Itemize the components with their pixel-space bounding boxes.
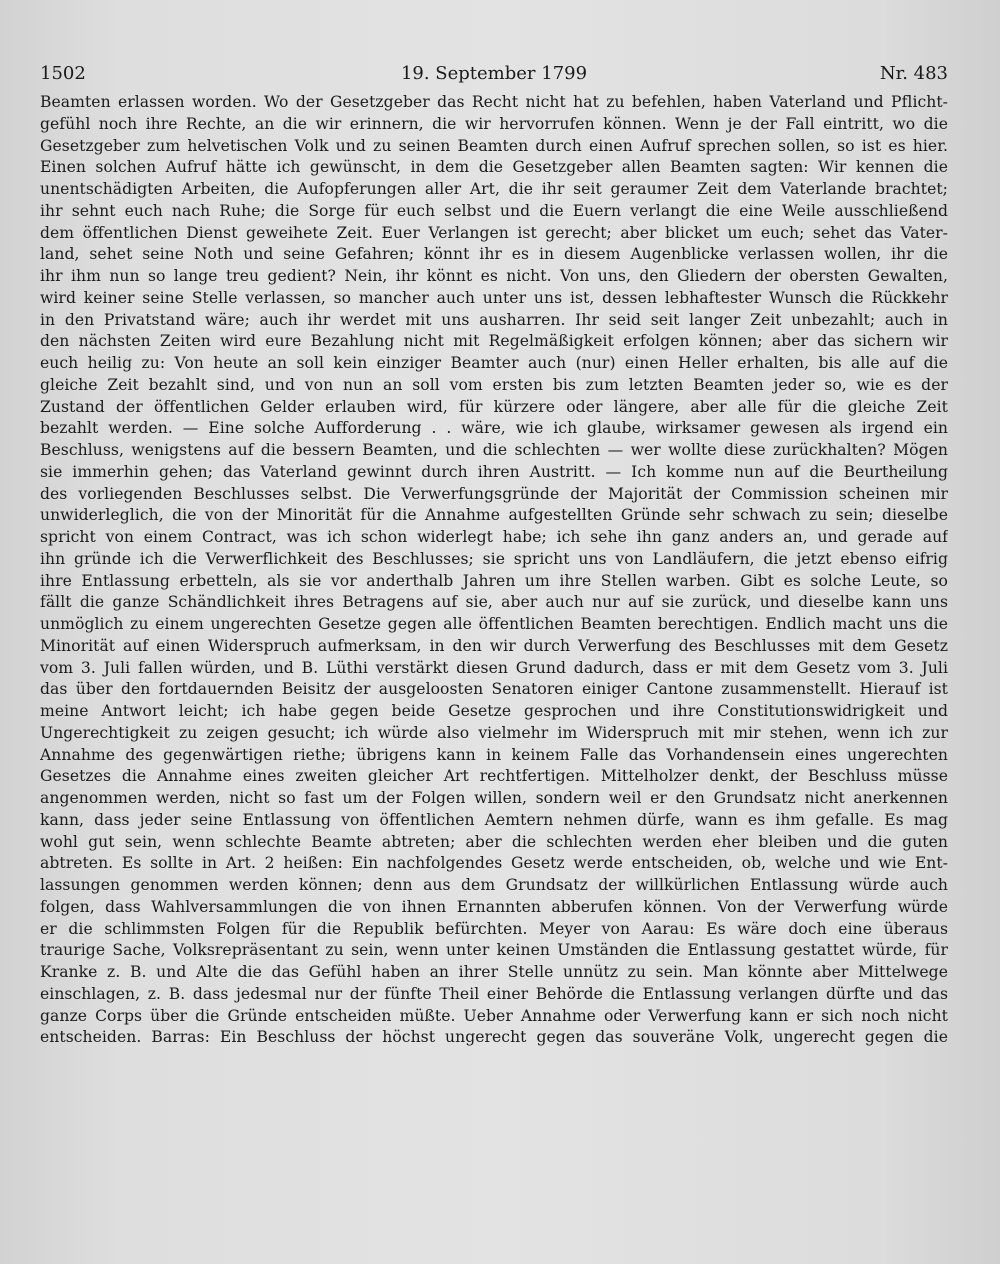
- text-line: gleiche Zeit bezahlt sind, und von nun an soll vom ersten bis zum letzten Beamten jeder so, wie es der: [40, 375, 948, 394]
- text-line: Beamten erlassen worden. Wo der Gesetzgeber das Recht nicht hat zu befehlen, haben Vaterland und Pflicht-: [40, 93, 948, 111]
- item-number: Nr. 483: [879, 63, 948, 84]
- text-line: traurige Sache, Volksrepräsentant zu sein, wenn unter keinen Umständen die Entlassung gestattet würde, für: [40, 941, 948, 960]
- text-line: unentschädigten Arbeiten, die Aufopferungen aller Art, die ihr seit geraumer Zeit dem Vaterlande brachtet;: [40, 180, 948, 198]
- text-line: spricht von einem Contract, was ich schon widerlegt habe; ich sehe ihn ganz anders an, und gerade auf: [40, 528, 948, 546]
- text-line: den nächsten Zeiten wird eure Bezahlung nicht mit Regelmäßigkeit erfolgen können; aber das sichern wir: [40, 332, 948, 351]
- text-line: euch heilig zu: Von heute an soll kein einziger Beamter auch (nur) einen Heller erhalten, bis alle auf die: [40, 354, 948, 372]
- text-line: Annahme des gegenwärtigen riethe; übrigens kann in keinem Falle das Vorhandensein eines ungerechten: [40, 745, 948, 764]
- text-line: angenommen werden, nicht so fast um der Folgen willen, sondern weil er den Grundsatz nicht anerkennen: [40, 789, 948, 807]
- page-number: 1502: [40, 63, 86, 84]
- text-line: Kranke z. B. und Alte die das Gefühl haben an ihrer Stelle unnütz zu sein. Man könnte aber Mittelwege: [40, 963, 948, 981]
- text-line: Gesetzes die Annahme eines zweiten gleicher Art rechtfertigen. Mittelholzer denkt, der Beschluss müsse: [40, 767, 948, 786]
- text-line: dem öffentlichen Dienst geweihete Zeit. Euer Verlangen ist gerecht; aber blicket um euch; sehet das Vater-: [40, 223, 948, 242]
- text-line: wohl gut sein, wenn schlechte Beamte abtreten; aber die schlechten werden eher bleiben und die guten: [40, 832, 948, 851]
- text-line: er die schlimmsten Folgen für die Republik befürchten. Meyer von Aarau: Es wäre doch eine überaus: [40, 919, 948, 938]
- text-line: kann, dass jeder seine Entlassung von öffentlichen Aemtern nehmen dürfe, wann es ihm gefalle. Es mag: [40, 810, 948, 829]
- text-line: Zustand der öffentlichen Gelder erlauben wird, für kürzere oder längere, aber alle für die gleiche Zeit: [40, 397, 948, 416]
- text-line: ganze Corps über die Gründe entscheiden müßte. Ueber Annahme oder Verwerfung kann er sich noch nicht: [40, 1006, 948, 1025]
- text-line: folgen, dass Wahlversammlungen die von ihnen Ernannten abberufen können. Von der Verwerfung würde: [40, 897, 948, 916]
- text-line: in den Privatstand wäre; auch ihr werdet mit uns ausharren. Ihr seid seit langer Zeit unbezahlt; auch in: [40, 310, 948, 329]
- text-line: ihr ihm nun so lange treu gedient? Nein, ihr könnt es nicht. Von uns, den Gliedern der obersten Gewalten,: [40, 267, 948, 285]
- text-line: Beschluss, wenigstens auf die bessern Beamten, und die schlechten — wer wollte diese zurückhalten? Mögen: [40, 441, 948, 459]
- text-line: abtreten. Es sollte in Art. 2 heißen: Ein nachfolgendes Gesetz werde entscheiden, ob, welche und wie Ent-: [40, 854, 948, 873]
- text-line: [40, 1049, 948, 1071]
- text-line: des vorliegenden Beschlusses selbst. Die Verwerfungsgründe der Majorität der Commission scheinen mir: [40, 484, 948, 503]
- text-line: ihre Entlassung erbetteln, als sie vor anderthalb Jahren um ihre Stellen warben. Gibt es solche Leute, so: [40, 571, 948, 590]
- text-line: meine Antwort leicht; ich habe gegen beide Gesetze gesprochen und ihre Constitutionswidrigkeit und: [40, 702, 948, 720]
- text-line: unmöglich zu einem ungerechten Gesetze gegen alle öffentlichen Beamten berechtigen. Endlich macht uns die: [40, 615, 948, 633]
- text-line: land, sehet seine Noth und seine Gefahren; könnt ihr es in diesem Augenblicke verlassen wollen, ihr die: [40, 245, 948, 264]
- text-line: lassungen genommen werden können; denn aus dem Grundsatz der willkürlichen Entlassung würde auch: [40, 876, 948, 894]
- text-line: vom 3. Juli fallen würden, und B. Lüthi verstärkt diesen Grund dadurch, dass er mit dem Gesetz vom 3. Juli: [40, 658, 948, 677]
- text-line: ihr sehnt euch nach Ruhe; die Sorge für euch selbst und die Euern verlangt die eine Weile ausschließend: [40, 201, 948, 220]
- text-line: bezahlt werden. — Eine solche Aufforderung . . wäre, wie ich glaube, wirksamer gewesen als irgend ein: [40, 419, 948, 438]
- text-line: entscheiden. Barras: Ein Beschluss der höchst ungerecht gegen das souveräne Volk, ungerecht gegen die: [40, 1028, 948, 1047]
- body-text: [40, 92, 948, 1071]
- text-line: sie immerhin gehen; das Vaterland gewinnt durch ihren Austritt. — Ich komme nun auf die Beurtheilung: [40, 462, 948, 481]
- text-line: ihn gründe ich die Verwerflichkeit des Beschlusses; sie spricht uns von Landläufern, die jetzt ebenso eifrig: [40, 549, 948, 568]
- text-line: einschlagen, z. B. dass jedesmal nur der fünfte Theil einer Behörde die Entlassung verlangen dürfte und das: [40, 984, 948, 1003]
- text-line: gefühl noch ihre Rechte, an die wir erinnern, die wir hervorrufen können. Wenn je der Fall eintritt, wo die: [40, 114, 948, 133]
- text-line: Gesetzgeber zum helvetischen Volk und zu seinen Beamten durch einen Aufruf sprechen sollen, so ist es hier.: [40, 136, 948, 155]
- text-line: unwiderleglich, die von der Minorität für die Annahme aufgestellten Gründe sehr schwach zu sein; dieselbe: [40, 506, 948, 525]
- text-line: wird keiner seine Stelle verlassen, so mancher auch unter uns ist, dessen lebhaftester Wunsch die Rückkehr: [40, 288, 948, 307]
- text-line: Einen solchen Aufruf hätte ich gewünscht, in dem die Gesetzgeber allen Beamten sagten: Wir kennen die: [40, 158, 948, 177]
- page-header: [40, 62, 948, 86]
- header-date: 19. September 1799: [400, 63, 588, 84]
- text-line: Ungerechtigkeit zu zeigen gesucht; ich würde also vielmehr im Widerspruch mit mir stehen, wenn ich zur: [40, 723, 948, 742]
- text-line: das über den fortdauernden Beisitz der ausgeloosten Senatoren einiger Cantone zusammenstellt. Hierauf ist: [40, 680, 948, 699]
- text-line: fällt die ganze Schändlichkeit ihres Betragens auf sie, aber auch nur auf sie zurück, und dieselbe kann uns: [40, 593, 948, 612]
- text-line: Minorität auf einen Widerspruch aufmerksam, in den wir durch Verwerfung des Beschlusses mit dem Gesetz: [40, 636, 948, 655]
